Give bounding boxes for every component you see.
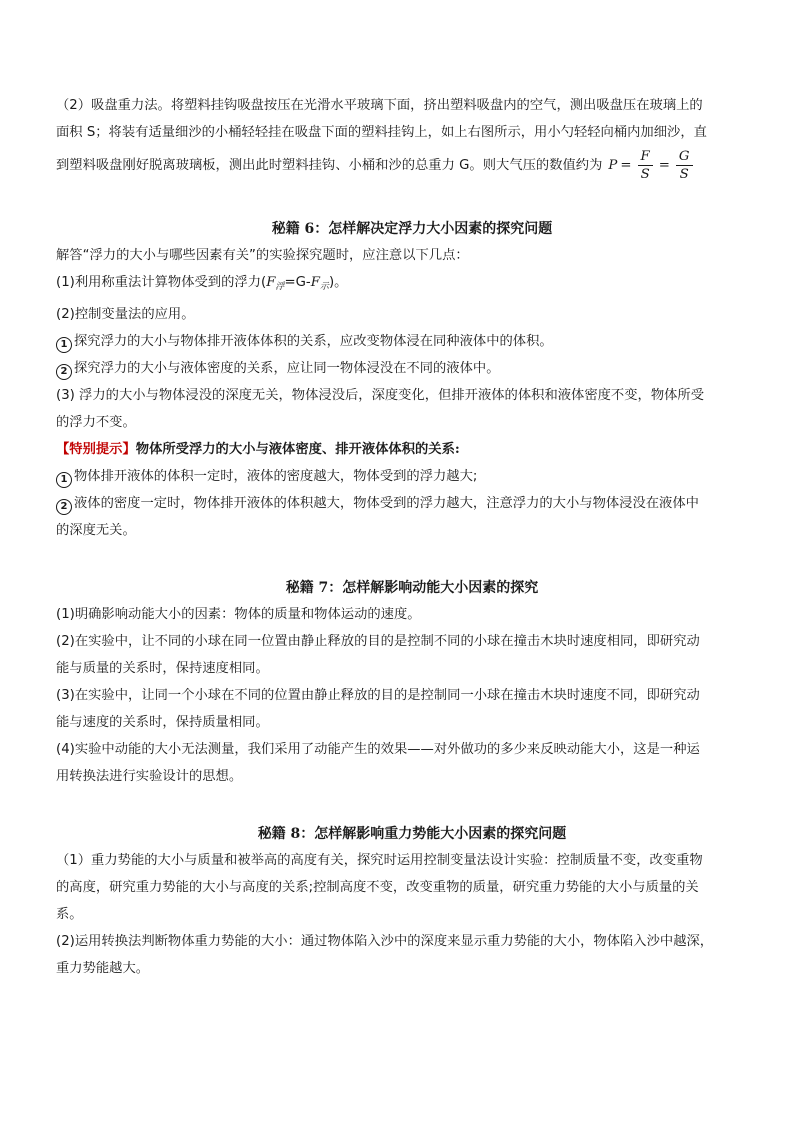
circled-number: 1 [56,472,72,488]
list-item-text: 液体的密度一定时，物体排开液体的体积越大，物体受到的浮力越大，注意浮力的大小与物体浸没在液体中 [74,496,699,511]
formula-var: F [266,275,276,290]
paragraph-line: (3) 浮力的大小与物体浸没的深度无关，物体浸没后，深度变化，但排开液体的体积和液体密度不变，物体所受 [56,388,705,403]
formula-subscript: 浮 [275,282,285,292]
paragraph-line: 能与质量的关系时，保持速度相同。 [56,661,269,676]
formula-var: F [310,275,320,290]
formula-equals: = [620,158,632,173]
paragraph-line: (3)在实验中，让同一个小球在不同的位置由静止释放的目的是控制同一小球在撞击木块时速度不同，即研究动 [56,688,700,703]
paragraph-line: 重力势能越大。 [56,961,150,976]
fraction-denominator: S [640,167,650,182]
paragraph-line: 系。 [56,907,83,922]
paragraph-line [56,269,768,301]
fraction-numerator: G [676,149,693,166]
list-item [56,355,768,382]
paragraph-line: (2)在实验中，让不同的小球在同一位置由静止释放的目的是控制不同的小球在撞击木块时速度相同，即研究动 [56,634,700,649]
formula-subscript: 示 [319,282,329,292]
special-tip [56,436,768,463]
text-span: (1)利用称重法计算物体受到的浮力( [56,275,267,290]
list-item-text: 探究浮力的大小与液体密度的关系，应让同一物体浸没在不同的液体中。 [74,361,500,376]
paragraph-line: （2）吸盘重力法。将塑料挂钩吸盘按压在光滑水平玻璃下面，挤出塑料吸盘内的空气，测出吸盘压在玻璃上的 [56,98,703,113]
circled-number: 2 [56,499,72,515]
list-item [56,490,768,517]
paragraph-line: 用转换法进行实验设计的思想。 [56,769,243,784]
fraction-g-over-s [676,149,693,183]
paragraph-line: 的浮力不变。 [56,415,136,430]
fraction-f-over-s [638,149,653,183]
formula-lhs: P [608,158,618,173]
paragraph-line: 面积 S；将装有适量细沙的小桶轻轻挂在吸盘下面的塑料挂钩上，如上右图所示，用小勺轻轻向桶内加细沙，直 [56,125,707,140]
text-span: =G- [284,275,311,290]
section-title: 秘籍 7：怎样解影响动能大小因素的探究 [285,580,539,596]
paragraph-line-with-formula [56,146,768,186]
paragraph-line: (4)实验中动能的大小无法测量，我们采用了动能产生的效果——对外做功的多少来反映动能大小，这是一种运 [56,742,700,757]
paragraph-text: 到塑料吸盘刚好脱离玻璃板，测出此时塑料挂钩、小桶和沙的总重力 G。则大气压的数值约为 [56,158,603,173]
document-page [56,92,768,982]
formula-equals: = [658,158,670,173]
list-item [56,328,768,355]
paragraph-line: 能与速度的关系时，保持质量相同。 [56,715,269,730]
paragraph-line: 的高度，研究重力势能的大小与高度的关系;控制高度不变，改变重物的质量，研究重力势能的大小与质量的关 [56,880,699,895]
paragraph-line: (2)运用转换法判断物体重力势能的大小：通过物体陷入沙中的深度来显示重力势能的大小，物体陷入沙中越深， [56,934,714,949]
pressure-formula [608,146,695,186]
section-title: 秘籍 6：怎样解决定浮力大小因素的探究问题 [271,221,553,237]
paragraph-line: （1）重力势能的大小与质量和被举高的高度有关，探究时运用控制变量法设计实验：控制质量不变，改变重物 [56,853,703,868]
circled-number: 2 [56,364,72,380]
fraction-denominator: S [679,167,689,182]
list-item [56,463,768,490]
paragraph-line: 的深度无关。 [56,523,136,538]
tip-label: 【特别提示】 [56,442,136,457]
section-title: 秘籍 8：怎样解影响重力势能大小因素的探究问题 [257,826,567,842]
fraction-numerator: F [638,149,653,166]
tip-text: 物体所受浮力的大小与液体密度、排开液体体积的关系: [135,442,460,457]
list-item-text: 物体排开液体的体积一定时，液体的密度越大，物体受到的浮力越大; [74,469,478,484]
text-span: )。 [328,275,348,290]
circled-number: 1 [56,337,72,353]
paragraph-line: (2)控制变量法的应用。 [56,307,195,322]
paragraph-line: 解答“浮力的大小与哪些因素有关”的实验探究题时，应注意以下几点： [56,248,469,263]
list-item-text: 探究浮力的大小与物体排开液体体积的关系，应改变物体浸在同种液体中的体积。 [74,334,553,349]
paragraph-line: (1)明确影响动能大小的因素：物体的质量和物体运动的速度。 [56,607,421,622]
